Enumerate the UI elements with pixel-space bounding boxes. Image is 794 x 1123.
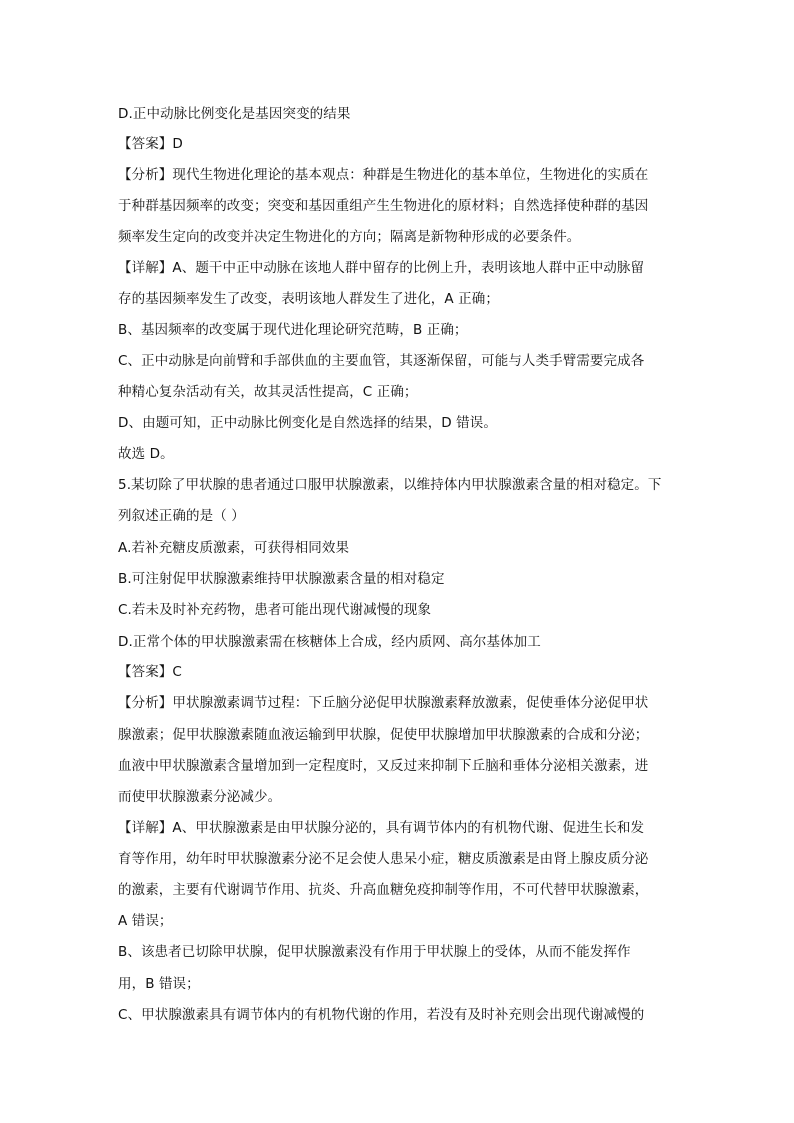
text-line: C、甲状腺激素具有调节体内的有机物代谢的作用，若没有及时补充则会出现代谢减慢的 [118,1007,645,1023]
text-line: 而使甲状腺激素分泌减少。 [118,789,282,805]
text-line: 【详解】A、题干中正中动脉在该地人群中留存的比例上升，表明该地人群中正中动脉留 [118,260,645,276]
text-line: 【答案】D [118,136,183,152]
text-line: 血液中甲状腺激素含量增加到一定程度时，又反过来抑制下丘脑和垂体分泌相关激素，进 [118,758,649,774]
text-line: 【详解】A、甲状腺激素是由甲状腺分泌的，具有调节体内的有机物代谢、促进生长和发 [118,820,645,836]
text-line: 故选 D。 [118,446,174,462]
option-a: A.若补充糖皮质激素，可获得相同效果 [118,540,350,556]
option-b: B.可注射促甲状腺激素维持甲状腺激素含量的相对稳定 [118,571,445,587]
option-d: D.正常个体的甲状腺激素需在核糖体上合成，经内质网、高尔基体加工 [118,634,541,650]
text-line: B、该患者已切除甲状腺，促甲状腺激素没有作用于甲状腺上的受体，从而不能发挥作 [118,944,631,960]
text-line: 育等作用，幼年时甲状腺激素分泌不足会使人患呆小症，糖皮质激素是由肾上腺皮质分泌 [118,851,649,867]
text-line: 用，B 错误； [118,976,200,992]
text-line: 的激素，主要有代谢调节作用、抗炎、升高血糖免疫抑制等作用，不可代替甲状腺激素， [118,882,649,898]
text-line: 【分析】现代生物进化理论的基本观点：种群是生物进化的基本单位，生物进化的实质在 [118,167,649,183]
text-line: 频率发生定向的改变并决定生物进化的方向；隔离是新物种形成的必要条件。 [118,229,581,245]
option-c: C.若未及时补充药物，患者可能出现代谢减慢的现象 [118,602,432,618]
question-text: 5.某切除了甲状腺的患者通过口服甲状腺激素，以维持体内甲状腺激素含量的相对稳定。下 [118,477,662,493]
text-line: 腺激素；促甲状腺激素随血液运输到甲状腺，促使甲状腺增加甲状腺激素的合成和分泌； [118,727,649,743]
answer-line: 【答案】C [118,664,182,680]
text-line: 于种群基因频率的改变；突变和基因重组产生生物进化的原材料；自然选择使种群的基因 [118,198,649,214]
text-line: D、由题可知，正中动脉比例变化是自然选择的结果，D 错误。 [118,415,497,431]
text-line: 种精心复杂活动有关，故其灵活性提高，C 正确； [118,384,418,400]
question-text: 列叙述正确的是（ ） [118,508,245,524]
text-line: A 错误； [118,913,173,929]
text-line: 存的基因频率发生了改变，表明该地人群发生了进化，A 正确； [118,291,499,307]
text-line: 【分析】甲状腺激素调节过程：下丘脑分泌促甲状腺激素释放激素，促使垂体分泌促甲状 [118,695,649,711]
text-line: B、基因频率的改变属于现代进化理论研究范畴，B 正确； [118,322,468,338]
text-line: D.正中动脉比例变化是基因突变的结果 [118,106,351,122]
text-line: C、正中动脉是向前臂和手部供血的主要血管，其逐渐保留，可能与人类手臂需要完成各 [118,353,645,369]
